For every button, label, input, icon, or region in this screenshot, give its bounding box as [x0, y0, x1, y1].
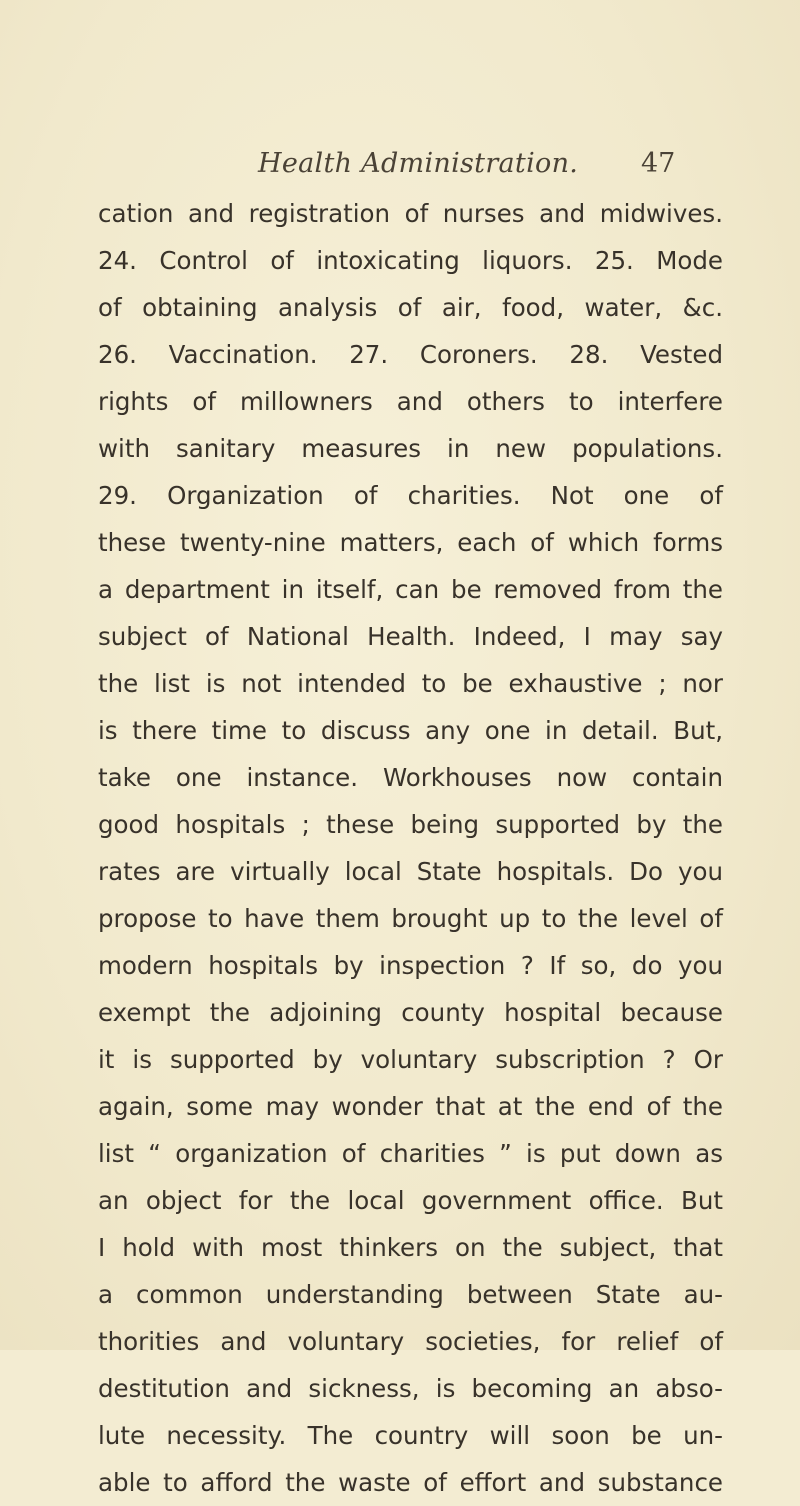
page-number: 47	[641, 148, 676, 179]
text-line: exempt the adjoining county hospital because	[98, 998, 723, 1027]
text-line: thorities and voluntary societies, for relief of	[98, 1327, 723, 1356]
text-line: 24. Control of intoxicating liquors. 25. Mode	[98, 246, 723, 275]
text-line: rates are virtually local State hospitals. Do you	[98, 857, 723, 886]
text-line: is there time to discuss any one in detail. But,	[98, 716, 723, 745]
text-line: cation and registration of nurses and midwives.	[98, 199, 723, 228]
text-line: a common understanding between State au-	[98, 1280, 723, 1309]
text-line: it is supported by voluntary subscription ? Or	[98, 1045, 723, 1074]
text-line: lute necessity. The country will soon be un-	[98, 1421, 723, 1450]
running-head-title: Health Administration.	[258, 148, 579, 179]
text-line: subject of National Health. Indeed, I may say	[98, 622, 723, 651]
text-line: able to afford the waste of effort and substance	[98, 1468, 723, 1497]
text-line: rights of millowners and others to interfere	[98, 387, 723, 416]
text-line: 29. Organization of charities. Not one of	[98, 481, 723, 510]
text-line: good hospitals ; these being supported by the	[98, 810, 723, 839]
text-line: list “ organization of charities ” is put down as	[98, 1139, 723, 1168]
text-line: an object for the local government office. But	[98, 1186, 723, 1215]
text-line: modern hospitals by inspection ? If so, do you	[98, 951, 723, 980]
text-line: 26. Vaccination. 27. Coroners. 28. Vested	[98, 340, 723, 369]
text-line: I hold with most thinkers on the subject, that	[98, 1233, 723, 1262]
text-line: again, some may wonder that at the end of the	[98, 1092, 723, 1121]
text-line: the list is not intended to be exhaustive ; nor	[98, 669, 723, 698]
text-line: take one instance. Workhouses now contain	[98, 763, 723, 792]
text-line: with sanitary measures in new populations.	[98, 434, 723, 463]
text-line: propose to have them brought up to the level of	[98, 904, 723, 933]
text-line: a department in itself, can be removed from the	[98, 575, 723, 604]
text-line: of obtaining analysis of air, food, water, &c.	[98, 293, 723, 322]
text-line: these twenty-nine matters, each of which forms	[98, 528, 723, 557]
body-text	[98, 190, 723, 1506]
text-line: destitution and sickness, is becoming an abso-	[98, 1374, 723, 1403]
running-head	[0, 148, 800, 188]
